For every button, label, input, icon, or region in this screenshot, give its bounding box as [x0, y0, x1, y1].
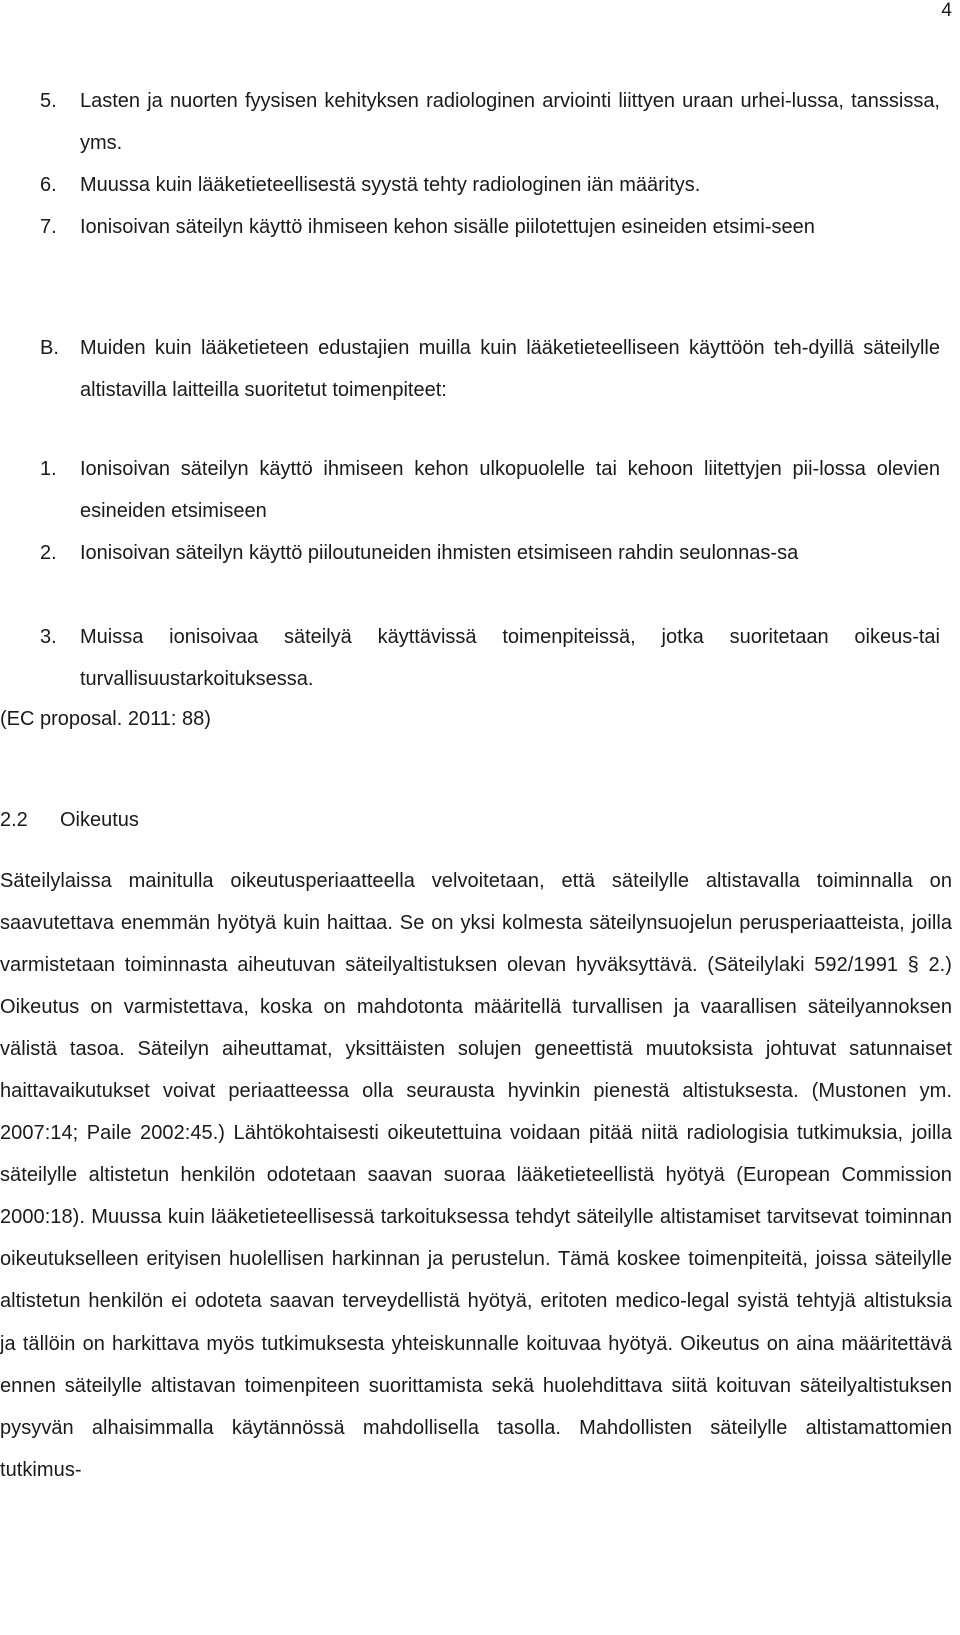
list-item — [40, 616, 940, 700]
list-item-text: Muussa kuin lääketieteellisestä syystä tehty radiologinen iän määritys. — [80, 174, 701, 196]
section-b-text: Muiden kuin lääketieteen edustajien muilla kuin lääketieteelliseen käyttöön teh-dyillä säteilylle altistavilla laitteilla suoritetut toimenpiteet: — [80, 337, 940, 401]
section-heading — [0, 805, 139, 835]
list-item-number: 5. — [40, 90, 57, 112]
section-heading-title: Oikeutus — [60, 809, 139, 831]
list-item — [40, 448, 940, 532]
list-item-text: Ionisoivan säteilyn käyttö ihmiseen kehon sisälle piilotettujen esineiden etsimi-seen — [80, 216, 815, 238]
list-item-text: Ionisoivan säteilyn käyttö ihmiseen kehon ulkopuolelle tai kehoon liitettyjen pii-lossa olevien esineiden etsimiseen — [80, 458, 940, 522]
section-b-label: B. — [40, 337, 59, 359]
list-item-number: 2. — [40, 542, 57, 564]
list-item — [40, 80, 940, 164]
list-item-text: Lasten ja nuorten fyysisen kehityksen radiologinen arviointi liittyen uraan urhei-lussa, tanssissa, yms. — [80, 90, 940, 154]
page-number: 4 — [941, 0, 952, 21]
list-item-number: 7. — [40, 216, 57, 238]
list-item — [40, 206, 940, 248]
citation: (EC proposal. 2011: 88) — [0, 708, 211, 730]
list-item-number: 1. — [40, 458, 57, 480]
list-item-number: 6. — [40, 174, 57, 196]
list-item-number: 3. — [40, 626, 57, 648]
list-item-text: Ionisoivan säteilyn käyttö piiloutuneiden ihmisten etsimiseen rahdin seulonnas-sa — [80, 542, 799, 564]
list-item-text: Muissa ionisoivaa säteilyä käyttävissä toimenpiteissä, jotka suoritetaan oikeus-tai turvallisuustarkoituksessa. — [80, 626, 940, 690]
list-item — [40, 532, 940, 574]
section-heading-number: 2.2 — [0, 809, 28, 831]
body-paragraph: Säteilylaissa mainitulla oikeutusperiaatteella velvoitetaan, että säteilylle altistavalla toiminnalla on saavutettava enemmän hyötyä kuin haittaa. Se on yksi kolmesta säteilynsuojelun perusperiaatteista, joilla varmistetaan toiminnasta aiheutuvan säteilyaltistuksen olevan hyväksyttävä. (Säteilylaki 592/1991 § 2.) Oikeutus on varmistettava, koska on mahdotonta määritellä turvallisen ja vaarallisen säteilyannoksen välistä tasoa. Säteilyn aiheuttamat, yksittäisten solujen geneettistä muutoksista johtuvat satunnaiset haittavaikutukset voivat periaatteessa olla seurausta hyvinkin pienestä altistuksesta. (Mustonen ym. 2007:14; Paile 2002:45.) Lähtökohtaisesti oikeutettuina voidaan pitää niitä radiologisia tutkimuksia, joilla säteilylle altistetun henkilön odotetaan saavan suoraa lääketieteellistä hyötyä (European Commission 2000:18). Muussa kuin lääketieteellisessä tarkoituksessa tehdyt säteilylle altistamiset tarvitsevat toiminnan oikeutukselleen erityisen huolellisen harkinnan ja perustelun. Tämä koskee toimenpiteitä, joissa säteilylle altistetun henkilön ei odoteta saavan terveydellistä hyötyä, eritoten medico-legal syistä tehtyjä altistuksia ja tällöin on harkittava myös tutkimuksesta yhteiskunnalle koituvaa hyötyä. Oikeutus on aina määritettävä ennen säteilylle altistavan toimenpiteen suorittamista sekä huolehdittava siitä koituvan säteilyaltistuksen pysyvän alhaisimmalla käytännössä mahdollisella tasolla. Mahdollisten säteilylle altistamattomien tutkimus- — [0, 870, 952, 1481]
list-item — [40, 164, 940, 206]
section-b — [40, 327, 940, 411]
